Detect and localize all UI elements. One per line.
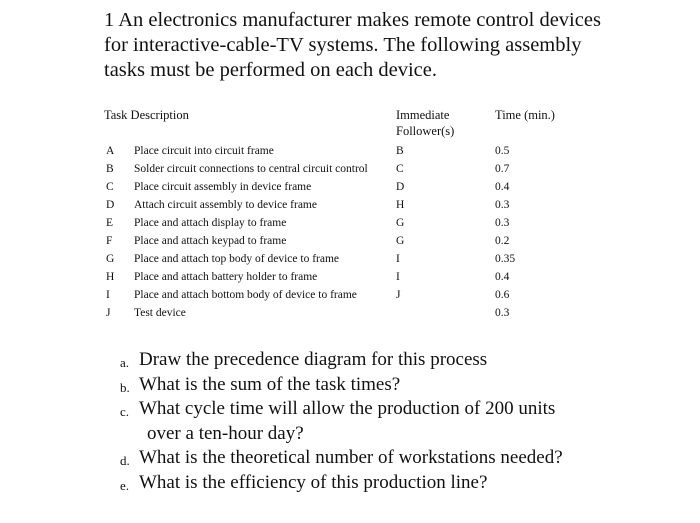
task-time: 0.5 (495, 145, 510, 157)
question-marker: e. (120, 477, 130, 493)
task-time: 0.3 (495, 217, 510, 229)
task-letter: I (106, 289, 110, 301)
question-text-continued: over a ten-hour day? (147, 422, 304, 444)
task-description: Place and attach keypad to frame (134, 235, 287, 247)
question-marker: d. (120, 453, 130, 468)
header-task-description: Task Description (104, 108, 189, 122)
task-letter: D (106, 199, 115, 211)
question-item (120, 397, 680, 446)
task-description: Place and attach bottom body of device to frame (134, 289, 357, 301)
task-letter: J (106, 307, 111, 319)
question-text: What is the efficiency of this production line? (139, 471, 488, 493)
task-description: Test device (134, 307, 186, 319)
task-letter: C (106, 181, 114, 193)
task-letter: G (106, 253, 115, 265)
header-follower-line2: Follower(s) (396, 124, 455, 138)
task-time: 0.3 (495, 307, 510, 319)
task-description: Place circuit into circuit frame (134, 145, 274, 157)
question-item (120, 373, 680, 398)
question-list (120, 348, 680, 495)
task-time: 0.7 (495, 163, 510, 175)
task-letter: A (106, 145, 115, 157)
task-follower: H (396, 199, 405, 211)
task-letter: H (106, 271, 115, 283)
question-item (120, 348, 680, 373)
task-letter: E (106, 217, 114, 229)
task-time: 0.35 (495, 253, 516, 265)
task-time: 0.4 (495, 181, 510, 193)
question-text: Draw the precedence diagram for this process (139, 349, 488, 370)
header-time: Time (min.) (495, 108, 555, 122)
question-marker: b. (120, 379, 130, 395)
task-time: 0.2 (495, 235, 510, 247)
task-time: 0.4 (495, 271, 510, 283)
question-marker: a. (120, 355, 130, 370)
task-description: Place and attach top body of device to frame (134, 253, 340, 265)
task-time: 0.3 (495, 199, 510, 211)
question-marker: c. (120, 404, 130, 419)
task-follower: B (396, 145, 404, 157)
question-text: What cycle time will allow the production of 200 units (139, 398, 556, 419)
task-description: Place circuit assembly in device frame (134, 181, 312, 193)
question-item (120, 446, 680, 471)
task-follower: D (396, 181, 405, 193)
task-follower: J (396, 289, 401, 301)
question-item (120, 471, 680, 496)
task-letter: F (106, 235, 113, 247)
task-description: Attach circuit assembly to device frame (134, 199, 317, 211)
question-text: What is the theoretical number of workstations needed? (139, 447, 563, 468)
question-text: What is the sum of the task times? (139, 373, 401, 395)
problem-intro: 1 An electronics manufacturer makes remote control devices for interactive-cable-TV systems. The following assembly tasks must be performed on each device. (104, 9, 601, 81)
task-letter: B (106, 163, 114, 175)
task-follower: I (396, 253, 400, 265)
task-follower: I (396, 271, 400, 283)
task-description: Place and attach display to frame (134, 217, 287, 229)
task-description: Place and attach battery holder to frame (134, 271, 318, 283)
task-follower: G (396, 217, 405, 229)
task-time: 0.6 (495, 289, 510, 301)
header-follower-line1: Immediate (396, 108, 450, 122)
task-description: Solder circuit connections to central circuit control (134, 163, 368, 175)
task-follower: G (396, 235, 405, 247)
task-follower: C (396, 163, 404, 175)
